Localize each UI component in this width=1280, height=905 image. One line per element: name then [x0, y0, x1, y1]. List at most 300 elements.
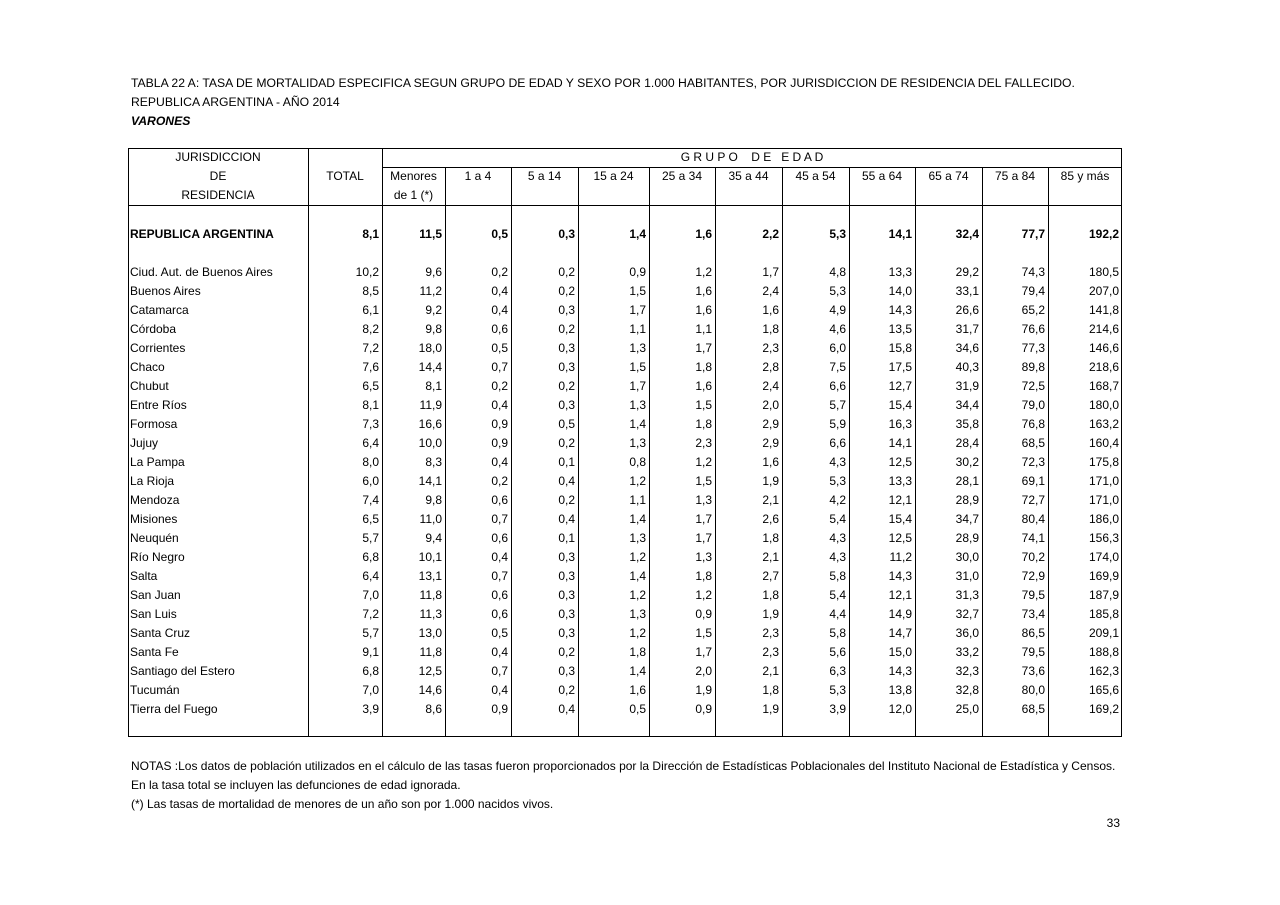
table-row-value: 2,4: [762, 379, 779, 393]
table-row-value: 0,4: [491, 284, 508, 298]
table-row-value: 0,2: [558, 265, 575, 279]
table-row-value: 1,8: [695, 417, 712, 431]
header-age-5: 35 a 44: [728, 169, 769, 183]
table-row-value: 12,0: [888, 702, 912, 716]
table-row-value: 34,7: [955, 512, 979, 526]
table-row-value: 5,7: [829, 398, 846, 412]
table-row-value: 30,2: [955, 455, 979, 469]
table-row-value: 9,8: [425, 493, 442, 507]
table-row-value: 12,5: [888, 531, 912, 545]
sex-label: VARONES: [131, 114, 191, 128]
table-row-value: 1,8: [762, 322, 779, 336]
table-row-value: 34,4: [955, 398, 979, 412]
national-row-value: 0,3: [558, 227, 575, 241]
table-row-value: 11,2: [889, 550, 912, 564]
note-line-3: (*) Las tasas de mortalidad de menores de un año son por 1.000 nacidos vivos.: [131, 797, 554, 811]
table-row-value: 32,3: [955, 664, 979, 678]
table-row-value: 1,7: [762, 265, 779, 279]
table-row-value: 13,1: [418, 569, 442, 583]
table-row-value: 1,2: [695, 265, 712, 279]
table-row-value: 0,2: [491, 474, 508, 488]
table-row-value: 160,4: [1088, 436, 1119, 450]
table-row-value: 171,0: [1088, 474, 1119, 488]
table-row-value: 1,7: [629, 379, 646, 393]
table-row-value: 1,3: [695, 550, 712, 564]
table-row-value: 28,1: [955, 474, 979, 488]
table-row-value: 2,7: [762, 569, 779, 583]
table-row-value: 18,0: [418, 341, 442, 355]
table-row-value: 1,3: [695, 493, 712, 507]
table-row-value: 0,2: [558, 645, 575, 659]
table-row-value: 28,4: [955, 436, 979, 450]
table-row-value: 1,9: [762, 607, 779, 621]
table-row-value: 0,5: [491, 626, 508, 640]
table-row-value: 2,3: [695, 436, 712, 450]
table-row-value: 169,9: [1088, 569, 1119, 583]
table-row-value: 5,8: [829, 626, 846, 640]
table-row-value: 11,3: [419, 607, 442, 621]
table-row-value: 0,6: [491, 531, 508, 545]
table-row-value: 162,3: [1088, 664, 1119, 678]
table-row-name: Catamarca: [130, 303, 189, 317]
table-row-name: Tierra del Fuego: [130, 702, 218, 716]
table-row-value: 34,6: [955, 341, 979, 355]
table-row-value: 6,6: [829, 379, 846, 393]
header-age-9: 75 a 84: [994, 169, 1036, 183]
table-row-value: 5,7: [362, 626, 379, 640]
table-row-value: 2,0: [695, 664, 712, 678]
table-row-value: 6,3: [829, 664, 846, 678]
table-row-value: 14,6: [418, 683, 442, 697]
table-row-value: 16,3: [888, 417, 912, 431]
table-row-value: 14,3: [888, 303, 912, 317]
table-row-value: 36,0: [955, 626, 979, 640]
table-row-value: 7,2: [362, 607, 379, 621]
table-row-name: Jujuy: [130, 436, 159, 450]
table-row-value: 0,5: [491, 341, 508, 355]
table-row-value: 5,4: [829, 588, 846, 602]
national-row-value: 1,4: [629, 227, 646, 241]
table-row-value: 7,0: [362, 683, 379, 697]
table-row-value: 180,0: [1088, 398, 1119, 412]
table-row-value: 31,9: [955, 379, 979, 393]
table-row-value: 4,2: [829, 493, 846, 507]
table-row-name: Entre Ríos: [130, 398, 187, 412]
table-row-value: 0,3: [558, 607, 575, 621]
table-row-value: 0,4: [558, 474, 575, 488]
table-row-value: 2,3: [762, 341, 779, 355]
table-row-value: 76,6: [1021, 322, 1045, 336]
table-row-value: 0,9: [629, 265, 646, 279]
table-row-value: 5,4: [829, 512, 846, 526]
table-row-value: 0,3: [558, 588, 575, 602]
table-row-value: 0,3: [558, 626, 575, 640]
table-row-value: 73,6: [1021, 664, 1045, 678]
table-row-name: Santiago del Estero: [130, 664, 235, 678]
table-row-value: 0,3: [558, 341, 575, 355]
table-row-value: 1,2: [629, 474, 646, 488]
national-row-value: 192,2: [1088, 227, 1119, 241]
table-row-value: 1,8: [762, 531, 779, 545]
table-row-value: 8,3: [425, 455, 442, 469]
table-row-value: 1,5: [695, 474, 712, 488]
table-row-value: 28,9: [955, 531, 979, 545]
table-row-value: 15,0: [888, 645, 912, 659]
table-row-value: 8,2: [362, 322, 379, 336]
table-row-value: 0,2: [558, 322, 575, 336]
table-row-value: 4,9: [829, 303, 846, 317]
table-row-value: 1,4: [629, 512, 646, 526]
table-row-value: 1,5: [629, 284, 646, 298]
table-row-value: 0,4: [558, 512, 575, 526]
header-under-1-line: Menores: [390, 169, 437, 183]
table-row-value: 0,2: [558, 284, 575, 298]
table-row-value: 186,0: [1088, 512, 1119, 526]
table-row-value: 72,7: [1021, 493, 1045, 507]
table-row-value: 5,3: [829, 284, 846, 298]
table-row-value: 1,3: [629, 436, 646, 450]
table-row-value: 0,3: [558, 569, 575, 583]
table-row-value: 2,4: [762, 284, 779, 298]
table-row-name: Córdoba: [130, 322, 177, 336]
table-row-value: 1,4: [629, 569, 646, 583]
header-age-8: 65 a 74: [928, 169, 969, 183]
table-row-value: 32,8: [955, 683, 979, 697]
table-row-value: 1,8: [695, 569, 712, 583]
table-row-value: 1,2: [629, 550, 646, 564]
table-row-value: 180,5: [1088, 265, 1119, 279]
table-row-value: 6,1: [362, 303, 379, 317]
table-row-value: 9,4: [425, 531, 442, 545]
table-row-name: Ciud. Aut. de Buenos Aires: [130, 265, 273, 279]
header-age-7: 55 a 64: [861, 169, 903, 183]
table-row-value: 4,6: [829, 322, 846, 336]
table-row-name: Formosa: [130, 417, 178, 431]
table-row-value: 26,6: [955, 303, 979, 317]
table-row-value: 1,6: [762, 455, 779, 469]
table-row-name: San Luis: [130, 607, 177, 621]
table-row-value: 0,1: [558, 455, 575, 469]
table-row-value: 0,4: [491, 550, 508, 564]
table-row-value: 14,1: [888, 436, 912, 450]
header-jurisdiction-line: RESIDENCIA: [181, 188, 255, 202]
table-row-value: 12,1: [888, 588, 912, 602]
table-row-value: 12,5: [888, 455, 912, 469]
table-row-value: 5,9: [829, 417, 846, 431]
table-row-value: 0,2: [558, 683, 575, 697]
table-row-value: 0,8: [629, 455, 646, 469]
table-row-value: 0,2: [558, 379, 575, 393]
table-row-name: Chubut: [130, 379, 169, 393]
table-row-value: 11,8: [419, 588, 442, 602]
table-row-value: 3,9: [829, 702, 846, 716]
table-row-value: 13,3: [888, 265, 912, 279]
table-row-value: 65,2: [1021, 303, 1045, 317]
national-row-value: 32,4: [955, 227, 979, 241]
table-subtitle-country-year: REPUBLICA ARGENTINA - AÑO 2014: [131, 95, 340, 109]
table-row-value: 72,3: [1021, 455, 1045, 469]
table-row-value: 0,3: [558, 360, 575, 374]
table-row-value: 1,5: [695, 398, 712, 412]
table-row-name: Buenos Aires: [130, 284, 201, 298]
table-row-value: 2,1: [762, 493, 779, 507]
table-row-name: Neuquén: [130, 531, 179, 545]
table-row-value: 73,4: [1021, 607, 1045, 621]
table-row-value: 9,6: [425, 265, 442, 279]
table-row-value: 68,5: [1021, 702, 1045, 716]
table-row-value: 80,4: [1021, 512, 1045, 526]
table-row-value: 76,8: [1021, 417, 1045, 431]
table-row-value: 0,2: [558, 436, 575, 450]
table-row-value: 1,6: [695, 284, 712, 298]
table-row-value: 0,4: [491, 398, 508, 412]
header-jurisdiction-line: JURISDICCION: [175, 150, 261, 164]
table-row-name: Misiones: [130, 512, 178, 526]
table-row-value: 0,6: [491, 493, 508, 507]
table-row-value: 72,5: [1021, 379, 1045, 393]
national-row-name: REPUBLICA ARGENTINA: [130, 227, 274, 241]
table-row-value: 74,1: [1021, 531, 1045, 545]
header-total: TOTAL: [326, 169, 364, 183]
table-row-value: 2,9: [762, 436, 779, 450]
table-row-name: Salta: [130, 569, 158, 583]
national-row-value: 11,5: [419, 227, 442, 241]
table-row-value: 1,6: [629, 683, 646, 697]
table-row-value: 0,4: [491, 303, 508, 317]
table-row-value: 14,7: [888, 626, 912, 640]
table-row-value: 6,8: [362, 550, 379, 564]
table-row-value: 6,0: [829, 341, 846, 355]
table-row-value: 2,3: [762, 645, 779, 659]
table-row-value: 1,4: [629, 417, 646, 431]
table-row-value: 10,0: [418, 436, 442, 450]
table-row-value: 165,6: [1088, 683, 1119, 697]
table-row-value: 0,4: [558, 702, 575, 716]
header-age-10: 85 y más: [1060, 169, 1110, 183]
table-row-value: 16,6: [418, 417, 442, 431]
table-row-value: 0,2: [491, 379, 508, 393]
table-row-value: 2,9: [762, 417, 779, 431]
table-row-value: 1,2: [695, 455, 712, 469]
table-row-value: 9,8: [425, 322, 442, 336]
table-row-value: 31,7: [955, 322, 979, 336]
table-row-name: Mendoza: [130, 493, 180, 507]
table-row-value: 218,6: [1088, 360, 1119, 374]
table-row-value: 0,9: [491, 417, 508, 431]
header-age-4: 25 a 34: [661, 169, 703, 183]
header-age-6: 45 a 54: [795, 169, 836, 183]
table-row-value: 1,3: [629, 607, 646, 621]
table-row-value: 6,0: [362, 474, 379, 488]
table-row-value: 32,7: [955, 607, 979, 621]
table-row-value: 1,1: [629, 322, 646, 336]
table-row-value: 1,7: [695, 512, 712, 526]
table-row-value: 31,0: [955, 569, 979, 583]
table-row-value: 12,7: [888, 379, 912, 393]
header-jurisdiction-line: DE: [209, 169, 227, 183]
page-number: 33: [1106, 816, 1120, 830]
table-row-value: 1,3: [629, 341, 646, 355]
table-row-value: 69,1: [1021, 474, 1045, 488]
table-row-value: 89,8: [1021, 360, 1045, 374]
table-row-name: Río Negro: [130, 550, 185, 564]
table-row-value: 0,4: [491, 645, 508, 659]
table-row-value: 0,2: [558, 493, 575, 507]
table-row-value: 72,9: [1021, 569, 1045, 583]
header-age-3: 15 a 24: [593, 169, 634, 183]
table-row-value: 0,7: [491, 569, 508, 583]
table-row-value: 1,2: [629, 588, 646, 602]
table-row-name: Corrientes: [130, 341, 186, 355]
table-row-value: 1,9: [762, 702, 779, 716]
table-row-value: 25,0: [955, 702, 979, 716]
header-age-2: 5 a 14: [527, 169, 562, 183]
table-row-value: 187,9: [1088, 588, 1119, 602]
table-row-value: 68,5: [1021, 436, 1045, 450]
table-row-value: 1,8: [629, 645, 646, 659]
table-row-value: 7,3: [362, 417, 379, 431]
header-age-1: 1 a 4: [464, 169, 492, 183]
note-line-2: En la tasa total se incluyen las defunciones de edad ignorada.: [131, 778, 461, 792]
table-row-value: 0,6: [491, 322, 508, 336]
table-row-value: 0,9: [491, 702, 508, 716]
table-row-value: 2,3: [762, 626, 779, 640]
table-row-value: 171,0: [1088, 493, 1119, 507]
table-row-value: 5,3: [829, 683, 846, 697]
table-row-value: 79,5: [1021, 588, 1045, 602]
table-row-value: 17,5: [888, 360, 912, 374]
table-row-value: 33,2: [955, 645, 979, 659]
table-row-value: 1,1: [629, 493, 646, 507]
table-row-value: 86,5: [1021, 626, 1045, 640]
table-row-value: 2,1: [762, 550, 779, 564]
table-row-value: 169,2: [1088, 702, 1119, 716]
table-row-value: 1,9: [695, 683, 712, 697]
table-row-value: 156,3: [1088, 531, 1119, 545]
table-row-value: 79,4: [1021, 284, 1045, 298]
national-row-value: 5,3: [829, 227, 846, 241]
table-row-value: 7,0: [362, 588, 379, 602]
table-row-value: 7,2: [362, 341, 379, 355]
table-row-value: 6,5: [362, 379, 379, 393]
table-row-value: 0,9: [491, 436, 508, 450]
table-row-value: 13,8: [888, 683, 912, 697]
table-row-value: 0,7: [491, 664, 508, 678]
table-row-value: 1,6: [762, 303, 779, 317]
table-row-value: 0,3: [558, 664, 575, 678]
table-row-value: 79,0: [1021, 398, 1045, 412]
table-row-value: 0,2: [491, 265, 508, 279]
table-row-value: 5,7: [362, 531, 379, 545]
table-row-value: 0,3: [558, 398, 575, 412]
table-row-value: 1,9: [762, 474, 779, 488]
table-row-value: 0,7: [491, 360, 508, 374]
table-row-value: 8,1: [425, 379, 442, 393]
table-row-value: 15,8: [888, 341, 912, 355]
table-row-value: 13,5: [888, 322, 912, 336]
table-row-value: 14,0: [888, 284, 912, 298]
table-row-value: 13,0: [418, 626, 442, 640]
table-row-value: 1,4: [629, 664, 646, 678]
table-row-value: 1,3: [629, 398, 646, 412]
table-row-value: 0,1: [558, 531, 575, 545]
table-row-value: 8,6: [425, 702, 442, 716]
table-row-value: 2,8: [762, 360, 779, 374]
table-row-value: 14,3: [888, 569, 912, 583]
table-row-value: 1,1: [695, 322, 712, 336]
table-row-value: 7,5: [829, 360, 846, 374]
table-row-value: 5,3: [829, 474, 846, 488]
table-row-value: 6,5: [362, 512, 379, 526]
table-row-value: 1,3: [629, 531, 646, 545]
table-row-value: 5,6: [829, 645, 846, 659]
table-row-value: 8,5: [362, 284, 379, 298]
table-row-value: 12,5: [418, 664, 442, 678]
table-row-value: 14,9: [888, 607, 912, 621]
mortality-table: [128, 148, 1122, 737]
table-row-name: La Pampa: [130, 455, 185, 469]
table-row-value: 1,7: [695, 341, 712, 355]
table-row-value: 11,9: [419, 398, 442, 412]
table-row-value: 1,2: [695, 588, 712, 602]
table-row-value: 9,2: [425, 303, 442, 317]
table-row-value: 8,1: [362, 398, 379, 412]
table-row-value: 6,4: [362, 569, 379, 583]
header-rule: [128, 205, 1122, 206]
table-row-value: 7,6: [362, 360, 379, 374]
table-row-value: 10,2: [355, 265, 379, 279]
table-row-value: 79,5: [1021, 645, 1045, 659]
table-row-value: 174,0: [1088, 550, 1119, 564]
national-row-value: 8,1: [362, 227, 379, 241]
table-row-value: 33,1: [955, 284, 979, 298]
table-row-name: Tucumán: [130, 683, 180, 697]
table-row-value: 1,8: [762, 588, 779, 602]
table-row-value: 9,1: [362, 645, 379, 659]
national-row-value: 0,5: [491, 227, 508, 241]
table-row-value: 0,9: [695, 702, 712, 716]
table-row-value: 185,8: [1088, 607, 1119, 621]
table-row-name: La Rioja: [130, 474, 175, 488]
table-row-value: 209,1: [1088, 626, 1119, 640]
table-row-value: 6,6: [829, 436, 846, 450]
table-row-value: 6,4: [362, 436, 379, 450]
table-row-value: 14,4: [418, 360, 442, 374]
table-row-value: 5,8: [829, 569, 846, 583]
table-row-value: 214,6: [1088, 322, 1119, 336]
table-row-value: 6,8: [362, 664, 379, 678]
table-row-value: 15,4: [888, 512, 912, 526]
table-row-value: 0,7: [491, 512, 508, 526]
table-row-value: 2,0: [762, 398, 779, 412]
table-row-value: 1,2: [629, 626, 646, 640]
table-row-value: 1,7: [695, 531, 712, 545]
table-row-value: 0,3: [558, 303, 575, 317]
table-row-value: 70,2: [1021, 550, 1045, 564]
table-row-value: 35,8: [955, 417, 979, 431]
table-row-value: 4,3: [829, 455, 846, 469]
table-row-value: 146,6: [1088, 341, 1119, 355]
table-row-value: 10,1: [418, 550, 442, 564]
table-row-value: 28,9: [955, 493, 979, 507]
table-row-value: 4,8: [829, 265, 846, 279]
table-row-value: 0,9: [695, 607, 712, 621]
national-row-value: 1,6: [695, 227, 712, 241]
table-row-value: 15,4: [888, 398, 912, 412]
table-row-value: 11,2: [419, 284, 442, 298]
table-row-value: 0,4: [491, 683, 508, 697]
national-row-value: 2,2: [762, 227, 779, 241]
